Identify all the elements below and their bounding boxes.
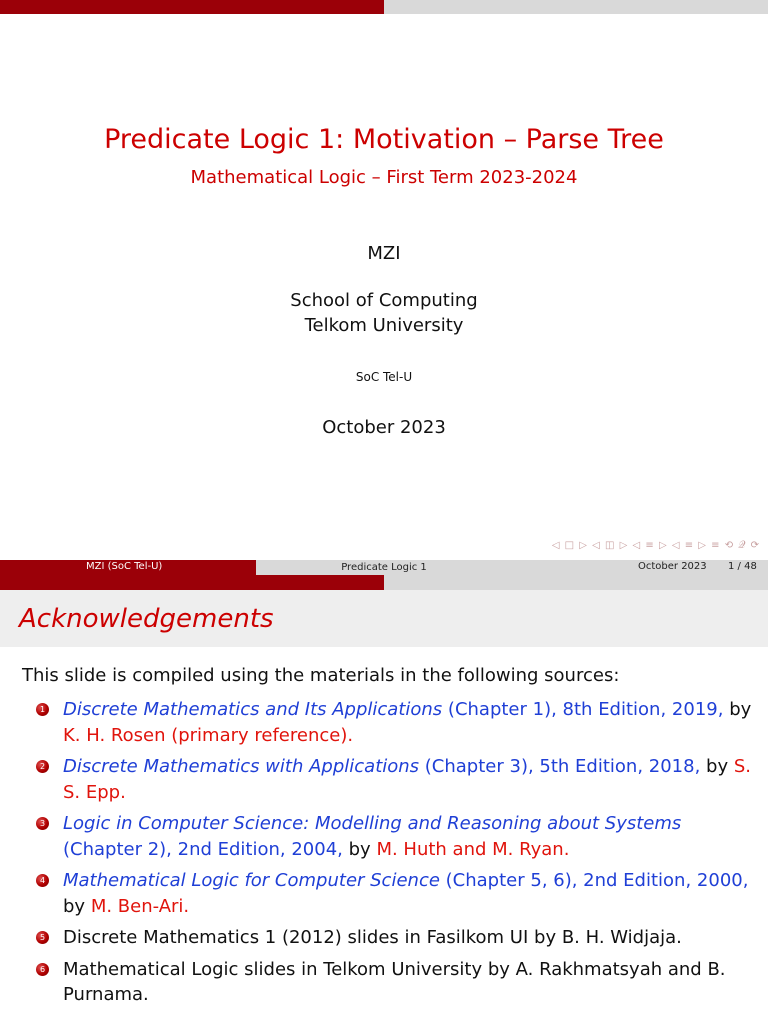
institute	[0, 288, 768, 338]
footer-title: Predicate Logic 1	[256, 560, 512, 575]
list-item	[0, 697, 768, 748]
book-detail: (Chapter 2), 2nd Edition, 2004,	[63, 838, 343, 860]
book-title[interactable]: Logic in Computer Science: Modelling and Reasoning about Systems	[63, 813, 682, 834]
book-author: M. Huth and M. Ryan.	[376, 838, 570, 860]
footer-date-box	[512, 560, 768, 575]
list-item	[0, 925, 768, 951]
footer	[0, 560, 768, 575]
book-author: M. Ben-Ari.	[90, 895, 190, 917]
bullet-number: 3	[36, 817, 49, 830]
frame-title: Acknowledgements	[19, 604, 274, 634]
intro-text: This slide is compiled using the materials in the following sources:	[22, 665, 620, 686]
top-bar	[0, 0, 768, 14]
bullet-number: 5	[36, 931, 49, 944]
list-item	[0, 811, 768, 862]
author: MZI	[367, 243, 401, 264]
frame-title-bar	[0, 590, 768, 647]
top-bar-red	[0, 0, 384, 14]
book-author: S. S. Epp.	[63, 756, 752, 803]
by-text: by	[348, 838, 371, 860]
reference-text: Mathematical Logic slides in Telkom University by A. Rakhmatsyah and B. Purnama.	[63, 958, 726, 1005]
slide2-top-bar	[0, 575, 768, 590]
list-item	[0, 754, 768, 805]
by-text: by	[63, 895, 86, 917]
presentation-subtitle: Mathematical Logic – First Term 2023-2024	[190, 167, 578, 188]
acknowledgements-slide	[0, 575, 768, 1024]
bullet-number: 1	[36, 703, 49, 716]
bullet-number: 4	[36, 874, 49, 887]
footer-date: October 2023	[638, 561, 707, 572]
list-item	[0, 868, 768, 919]
presentation-title: Predicate Logic 1: Motivation – Parse Tree	[104, 124, 664, 155]
footer-author-box	[0, 560, 256, 575]
slide2-top-bar-red	[0, 575, 384, 590]
top-bar-grey	[384, 0, 768, 14]
institute-line-2: Telkom University	[304, 315, 464, 336]
footer-author: MZI (SoC Tel-U)	[86, 561, 163, 572]
reference-list	[0, 697, 768, 1014]
book-author: K. H. Rosen (primary reference).	[63, 724, 354, 746]
bullet-number: 2	[36, 760, 49, 773]
by-text: by	[729, 699, 752, 720]
navigation-symbols[interactable]: ◁ □ ▷ ◁ ◫ ▷ ◁ ≡ ▷ ◁ ≡ ▷ ≡ ⟲ 𝒬 ⟳	[551, 540, 760, 551]
book-title[interactable]: Mathematical Logic for Computer Science	[63, 870, 440, 891]
institute-short: SoC Tel-U	[355, 370, 413, 384]
by-text: by	[706, 756, 729, 777]
book-title[interactable]: Discrete Mathematics and Its Applications	[63, 699, 443, 720]
slide2-top-bar-grey	[384, 575, 768, 590]
book-detail: (Chapter 3), 5th Edition, 2018,	[424, 756, 701, 777]
book-detail: (Chapter 5, 6), 2nd Edition, 2000,	[445, 870, 749, 891]
list-item	[0, 957, 768, 1008]
institute-line-1: School of Computing	[290, 290, 478, 311]
book-title[interactable]: Discrete Mathematics with Applications	[63, 756, 420, 777]
footer-page-number: 1 / 48	[728, 561, 757, 572]
book-detail: (Chapter 1), 8th Edition, 2019,	[447, 699, 724, 720]
reference-text: Discrete Mathematics 1 (2012) slides in Fasilkom UI by B. H. Widjaja.	[63, 927, 682, 948]
presentation-date: October 2023	[322, 417, 446, 438]
bullet-number: 6	[36, 963, 49, 976]
